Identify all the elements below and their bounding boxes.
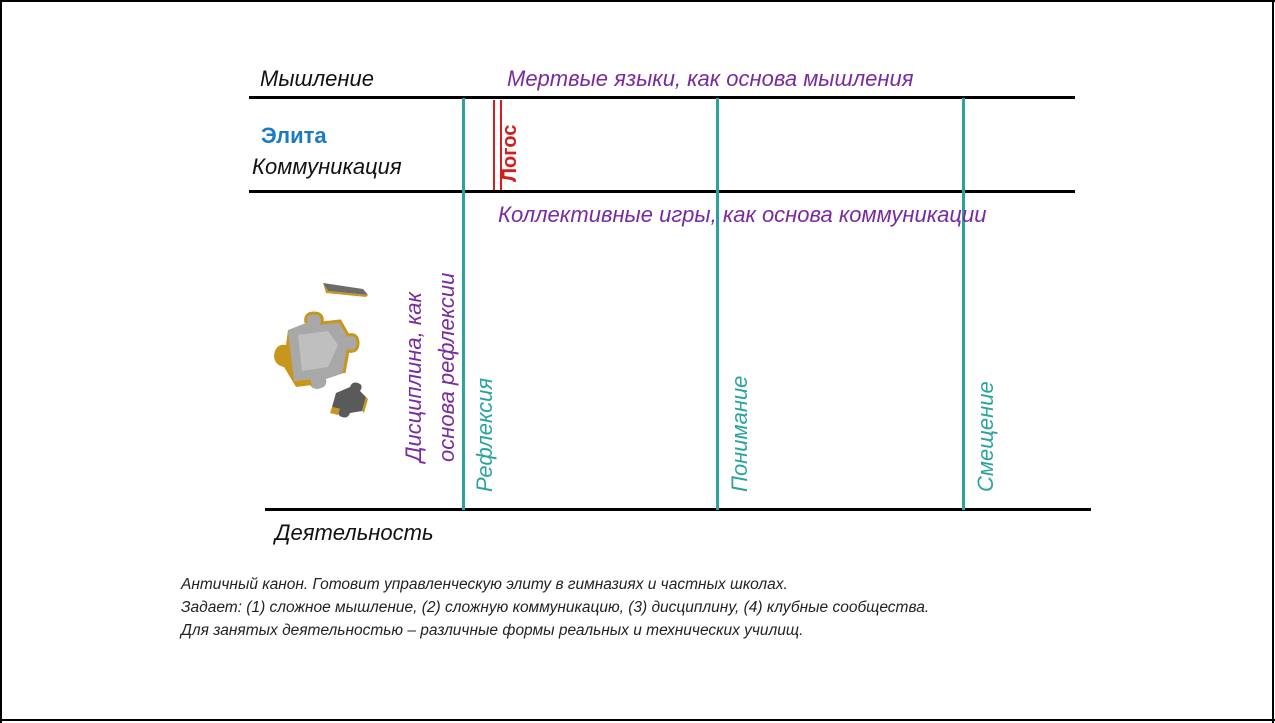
understanding-column-line [716,98,719,510]
frame-bottom-border [0,719,1275,721]
puzzle-pieces-icon [268,275,378,425]
note-line: Задает: (1) сложное мышление, (2) сложную коммуникацию, (3) дисциплину, (4) клубные сообщества. [181,599,930,616]
displacement-column-line [962,98,965,510]
column-label-reflection: Рефлексия [472,377,497,492]
discipline-label-line1: Дисциплина, как [401,292,426,462]
top-divider-line [249,96,1075,99]
notes-block [181,573,929,642]
frame-right-border [1272,0,1274,723]
note-line: Античный канон. Готовит управленческую элиту в гимназиях и частных школах. [181,576,788,593]
note-line: Для занятых деятельностью – различные формы реальных и технических училищ. [181,622,804,639]
frame-left-border [0,0,2,723]
discipline-label-line2: основа рефлексии [434,272,459,462]
reflection-column-line [462,98,465,510]
elite-label: Элита [261,123,327,148]
frame-top-border [0,0,1275,2]
middle-divider-line [249,190,1075,193]
column-label-displacement: Смещение [973,381,998,492]
communication-label: Коммуникация [252,154,402,179]
column-label-understanding: Понимание [727,375,752,492]
bottom-divider-line [265,508,1091,511]
activity-label: Деятельность [275,520,434,545]
collective-games-header: Коллективные игры, как основа коммуникации [498,202,987,227]
dead-languages-header: Мертвые языки, как основа мышления [507,66,914,91]
logos-label: Логос [499,124,521,182]
thinking-label: Мышление [260,66,374,91]
